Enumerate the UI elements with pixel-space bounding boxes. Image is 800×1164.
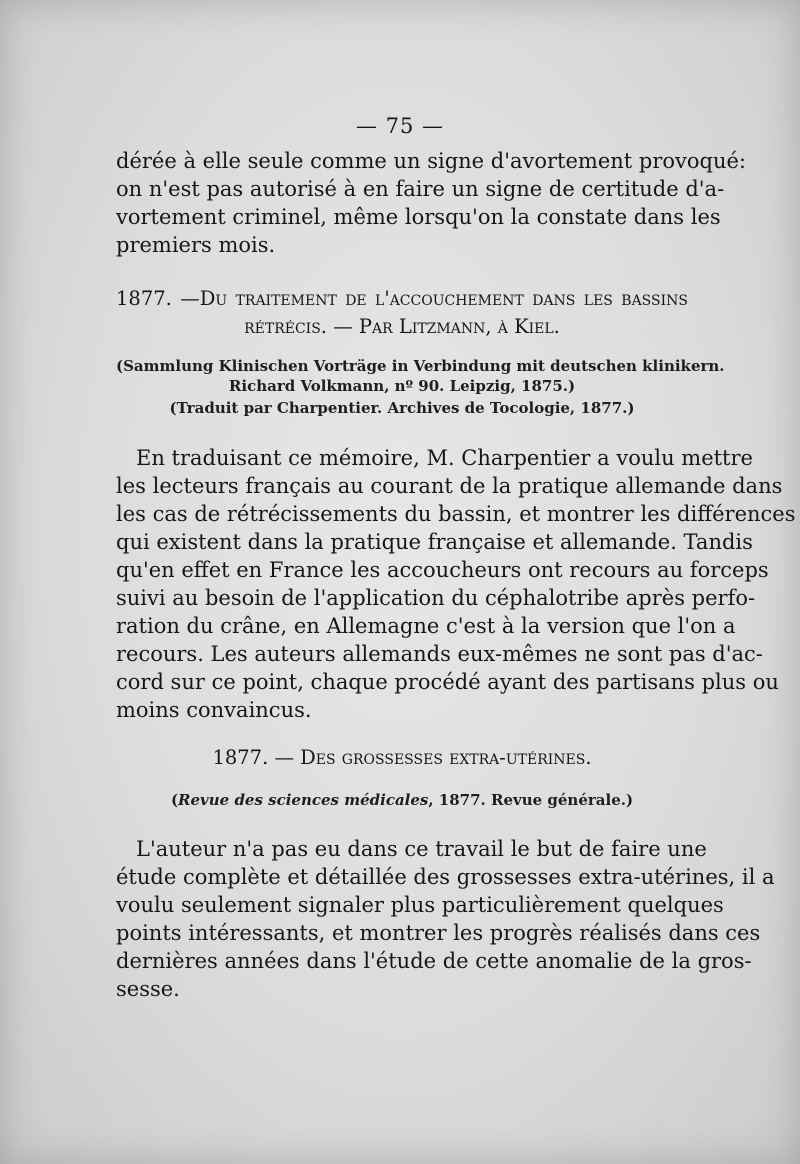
text-line: voulu seulement signaler plus particulièrement quelques xyxy=(116,893,724,917)
text-line: qu'en effet en France les accoucheurs ont recours au forceps xyxy=(116,558,769,582)
text-line: recours. Les auteurs allemands eux-mêmes ne sont pas d'ac- xyxy=(116,642,763,666)
section-heading-cont: rétrécis. — Par Litzmann, à Kiel. xyxy=(244,315,560,338)
text-line: ration du crâne, en Allemagne c'est à la version que l'on a xyxy=(116,614,736,638)
citation-open: ( xyxy=(170,791,179,809)
text-line: vortement criminel, même lorsqu'on la constate dans les xyxy=(116,205,721,229)
text-line: cord sur ce point, chaque procédé ayant des partisans plus ou xyxy=(116,670,779,694)
page-number: — 75 — xyxy=(355,114,445,138)
citation-line: (Traduit par Charpentier. Archives de Tocologie, 1877.) xyxy=(169,399,635,417)
text-line: L'auteur n'a pas eu dans ce travail le but de faire une xyxy=(136,837,707,861)
citation-line xyxy=(116,790,688,810)
section-heading: 1877. — Des grossesses extra-utérines. xyxy=(212,746,592,769)
text-line: dérée à elle seule comme un signe d'avortement provoqué: xyxy=(116,149,746,173)
text-line: on n'est pas autorisé à en faire un signe de certitude d'a- xyxy=(116,177,725,201)
text-line: étude complète et détaillée des grossesses extra-utérines, il a xyxy=(116,865,775,889)
text-line: suivi au besoin de l'application du céphalotribe après perfo- xyxy=(116,586,756,610)
text-line: points intéressants, et montrer les progrès réalisés dans ces xyxy=(116,921,761,945)
text-line: dernières années dans l'étude de cette anomalie de la gros- xyxy=(116,949,752,973)
citation-details: , 1877. Revue générale.) xyxy=(428,791,634,809)
text-line: sesse. xyxy=(116,977,180,1001)
citation-line: Richard Volkmann, nº 90. Leipzig, 1875.) xyxy=(228,377,576,395)
section-heading: 1877. —Du traitement de l'accouchement dans les bassins xyxy=(116,287,688,310)
citation-journal: Revue des sciences médicales xyxy=(178,791,429,809)
text-line: qui existent dans la pratique française et allemande. Tandis xyxy=(116,530,753,554)
text-line: les cas de rétrécissements du bassin, et montrer les différences xyxy=(116,502,796,526)
text-line: les lecteurs français au courant de la pratique allemande dans xyxy=(116,474,783,498)
text-line: En traduisant ce mémoire, M. Charpentier a voulu mettre xyxy=(136,446,753,470)
text-line: premiers mois. xyxy=(116,233,276,257)
citation-line: (Sammlung Klinischen Vorträge in Verbindung mit deutschen klinikern. xyxy=(116,357,725,375)
text-line: moins convaincus. xyxy=(116,698,312,722)
